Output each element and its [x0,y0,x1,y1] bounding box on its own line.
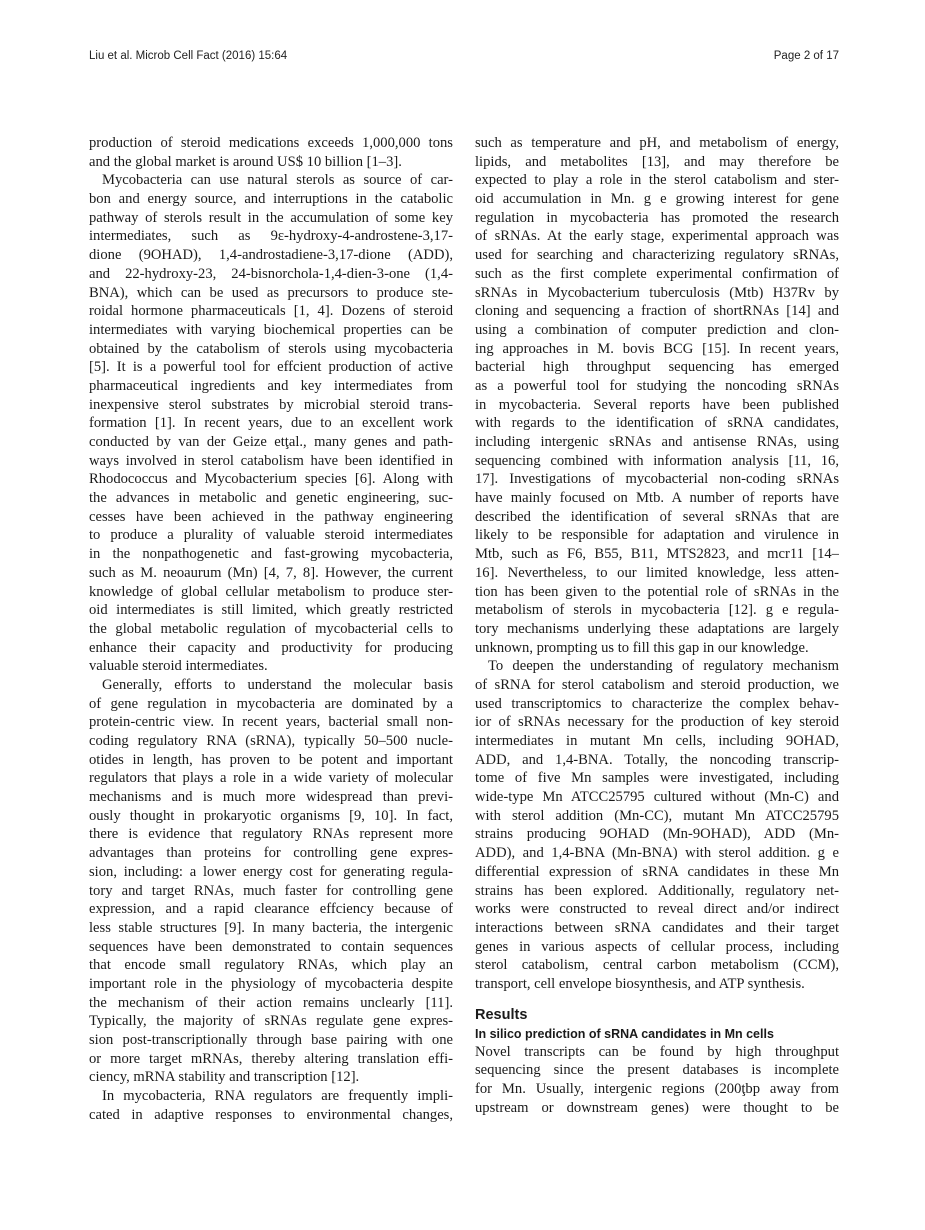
text-line: with regards to the identification of sRNA candidates, [475,415,839,432]
text-line: sterol catabolism, central carbon metabolism (CCM), [475,957,839,974]
text-line: sequences have been demonstrated to contain sequences [89,938,453,955]
text-line: Mtb, such as F6, B55, B11, MTS2823, and mcr11 [14– [475,546,839,563]
text-line: protein-centric view. In recent years, bacterial small non- [89,714,453,731]
text-line: formation [1]. In recent years, due to an excellent work [89,415,453,432]
text-line: ing approaches in M. bovis BCG [15]. In recent years, [475,340,839,357]
text-line: the global metabolic regulation of mycobacterial cells to [89,620,453,637]
text-line: ior of sRNAs necessary for the production of key steroid [475,714,839,731]
text-line: there is evidence that regulatory RNAs represent more [89,826,453,843]
running-header [89,50,839,66]
text-line: of sRNAs. At the early stage, experimental approach was [475,228,839,245]
text-line: coding regulatory RNA (sRNA), typically 50–500 nucle- [89,733,453,749]
text-line: wide-type Mn ATCC25795 cultured without (Mn-C) and [475,789,839,806]
text-line: sequencing combined with information analysis [11, 16, [475,452,839,469]
text-line: To deepen the understanding of regulatory mechanism [488,658,839,675]
text-line: regulation in mycobacteria has promoted the research [475,209,839,226]
text-line: of sRNA for sterol catabolism and steroid production, we [475,676,839,693]
text-line: ways involved in sterol catabolism have been identified in [89,452,453,469]
text-line: In mycobacteria, RNA regulators are frequently impli- [102,1088,453,1105]
text-line: production of steroid medications exceeds 1,000,000 tons [89,135,453,151]
text-line: lipids, and metabolites [13], and may therefore be [475,153,839,170]
text-line: oid intermediates is still limited, which greatly restricted [89,602,453,619]
text-line: upstream or downstream genes) were thought to be [475,1099,839,1116]
text-line: knowledge of global cellular metabolism to produce ster- [89,583,453,600]
text-line: tome of five Mn samples were investigated, including [475,770,839,787]
text-line: advantages than proteins for controlling gene expres- [89,845,453,862]
text-line: cated in adaptive responses to environmental changes, [89,1106,453,1123]
text-line: such as the first complete experimental confirmation of [475,265,839,282]
text-line: genes in various aspects of cellular process, including [475,938,839,955]
text-line: expression, and a rapid clearance effciency because of [89,901,453,918]
text-line: used for searching and characterizing regulatory sRNAs, [475,247,839,264]
text-line: to produce a plurality of valuable steroid intermediates [89,527,453,544]
left-column [89,134,453,1124]
text-line: inexpensive sterol substrates by microbial steroid trans- [89,396,453,413]
text-line: regulators that plays a role in a wide variety of molecular [89,770,453,787]
text-line: obtained by the catabolism of sterols using mycobacteria [89,340,453,357]
text-line: otides in length, has proven to be potent and important [89,751,453,768]
text-line: bacterial high throughput sequencing has emerged [475,359,839,376]
text-line: conducted by van der Geize etţal., many genes and path- [89,434,453,450]
text-line: intermediates with varying biochemical properties can be [89,321,453,338]
text-line: that encode small regulatory RNAs, which play an [89,957,453,974]
text-line: Generally, efforts to understand the molecular basis [102,676,453,693]
text-line: using a combination of computer prediction and clon- [475,321,839,338]
text-line: sequencing since the present databases is incomplete [475,1062,839,1079]
text-line: strains producing 9OHAD (Mn-9OHAD), ADD (Mn- [475,826,839,843]
text-line: likely to be responsible for adaptation and virulence in [475,527,839,544]
text-line: dione (9OHAD), 1,4-androstadiene-3,17-dione (ADD), [89,247,453,264]
text-line: less stable structures [9]. In many bacteria, the intergenic [89,919,453,936]
text-line: ciency, mRNA stability and transcription [12]. [89,1069,360,1086]
text-line: Novel transcripts can be found by high throughput [475,1043,839,1060]
text-line: pharmaceutical ingredients and key intermediates from [89,377,453,394]
text-line: such as temperature and pH, and metabolism of energy, [475,135,839,151]
text-line: with sterol addition (Mn-CC), mutant Mn ATCC25795 [475,807,839,824]
text-line: strains has been explored. Additionally, regulatory net- [475,882,839,899]
text-line: Mycobacteria can use natural sterols as source of car- [102,172,453,189]
text-line: tion has been given to the potential role of sRNAs in the [475,583,839,600]
text-line: the advances in metabolic and genetic engineering, suc- [89,490,453,507]
text-line: sion post-transcriptionally through base pairing with one [89,1032,453,1048]
text-line: for Mn. Usually, intergenic regions (200ţbp away from [475,1081,839,1097]
text-line: ADD, and 1,4-BNA. Totally, the noncoding transcrip- [475,751,839,768]
text-line: expected to play a role in the sterol catabolism and ster- [475,172,839,189]
text-line: mechanisms and is much more widespread than previ- [89,789,453,806]
text-line: [5]. It is a powerful tool for effcient production of active [89,359,453,376]
text-line: in mycobacteria. Several reports have been published [475,396,839,413]
text-line: transport, cell envelope biosynthesis, and ATP synthesis. [475,975,805,992]
text-line: oid accumulation in Mn. g e growing interest for gene [475,191,839,208]
text-line: roidal hormone pharmaceuticals [1, 4]. Dozens of steroid [89,303,453,320]
text-line: as a powerful tool for studying the noncoding sRNAs [475,377,839,394]
text-line: intermediates in mutant Mn cells, including 9OHAD, [475,733,839,749]
text-line: such as M. neoaurum (Mn) [4, 7, 8]. However, the current [89,564,453,581]
right-column [475,134,839,1117]
text-line: sRNAs in Mycobacterium tuberculosis (Mtb) H37Rv by [475,284,839,301]
journal-citation: Liu et al. Microb Cell Fact (2016) 15:64 [89,50,288,62]
text-line: including intergenic sRNAs and antisense RNAs, using [475,434,839,450]
text-line: sion, including: a lower energy cost for generating regula- [89,863,453,880]
text-line: cloning and sequencing a fraction of shortRNAs [14] and [475,303,839,320]
text-line: the mechanism of their action remains unclearly [11]. [89,994,453,1011]
text-line: cesses have been achieved in the pathway engineering [89,508,453,525]
text-line: enhance their capacity and productivity for producing [89,639,453,656]
text-line: in the nonpathogenetic and fast-growing mycobacteria, [89,546,453,563]
text-line: ously thought in prokaryotic organisms [9, 10]. In fact, [89,807,453,824]
text-line: BNA), which can be used as precursors to produce ste- [89,284,453,301]
text-line: metabolism of sterols in mycobacteria [12]. g e regula- [475,602,839,619]
text-line: and the global market is around US$ 10 billion [1–3]. [89,153,402,170]
text-line: important role in the physiology of mycobacteria despite [89,975,453,992]
text-line: unknown, prompting us to fill this gap in our knowledge. [475,639,809,656]
text-line: used transcriptomics to characterize the complex behav- [475,695,839,712]
text-line: differential expression of sRNA candidates in these Mn [475,863,839,880]
section-heading-results: Results [475,1006,528,1023]
text-line: ADD), and 1,4-BNA (Mn-BNA) with sterol addition. g e [475,845,839,862]
text-line: valuable steroid intermediates. [89,658,268,675]
text-line: bon and energy source, and interruptions in the catabolic [89,191,453,208]
text-line: Rhodococcus and Mycobacterium species [6]. Along with [89,471,453,488]
text-line: interactions between sRNA candidates and their target [475,919,839,936]
text-line: pathway of sterols result in the accumulation of some key [89,209,453,226]
text-line: of gene regulation in mycobacteria are dominated by a [89,695,453,712]
text-line: tory mechanisms underlying these adaptations are largely [475,620,839,637]
subsection-heading: In silico prediction of sRNA candidates in Mn cells [475,1026,774,1041]
text-line: 16]. Nevertheless, to our limited knowledge, less atten- [475,564,839,581]
text-line: Typically, the majority of sRNAs regulate gene expres- [89,1013,453,1030]
text-line: described the identification of several sRNAs that are [475,508,839,525]
text-line: works were constructed to reveal direct and/or indirect [475,901,839,918]
text-line: intermediates, such as 9ε-hydroxy-4-androstene-3,17- [89,228,453,245]
page-number: Page 2 of 17 [773,50,839,62]
text-line: tory and target RNAs, much faster for controlling gene [89,882,453,899]
text-line: have mainly focused on Mtb. A number of reports have [475,490,839,507]
text-line: and 22-hydroxy-23, 24-bisnorchola-1,4-dien-3-one (1,4- [89,265,453,282]
text-line: 17]. Investigations of mycobacterial non-coding sRNAs [475,471,839,488]
text-line: or more target mRNAs, thereby altering translation effi- [89,1050,453,1067]
